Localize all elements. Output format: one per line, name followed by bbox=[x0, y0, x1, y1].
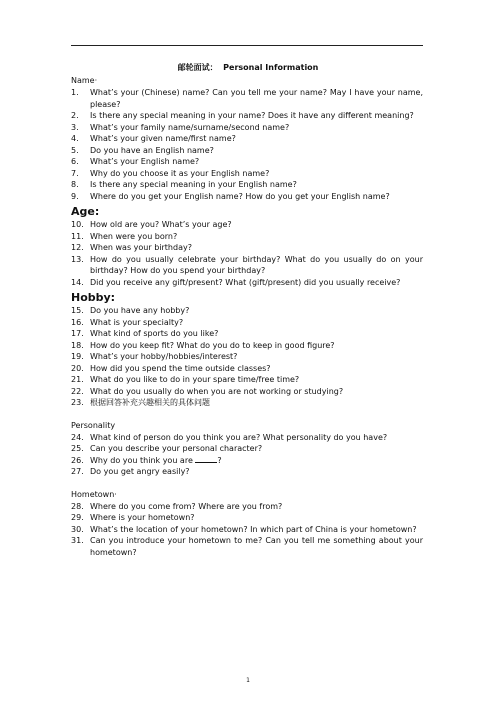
item-text: What’s your family name/surname/second name? bbox=[90, 122, 290, 132]
item-number: 1. bbox=[71, 88, 79, 97]
item-text: 根据回答补充兴趣相关的具体问题 bbox=[90, 398, 210, 407]
list-item bbox=[71, 122, 423, 134]
item-number: 16. bbox=[71, 317, 84, 327]
item-number: 24. bbox=[71, 432, 84, 442]
item-text: How do you usually celebrate your birthday? What do you usually do on your birthday? How do you spend your birthday? bbox=[90, 254, 423, 275]
page-number: 1 bbox=[246, 677, 250, 684]
list-item bbox=[71, 305, 423, 317]
list-item bbox=[71, 524, 423, 536]
fill-in-blank-line bbox=[195, 455, 217, 463]
item-text: Is there any special meaning in your English name? bbox=[90, 180, 297, 189]
item-number: 15. bbox=[71, 306, 84, 315]
list-item bbox=[71, 219, 423, 231]
item-number: 20. bbox=[71, 363, 84, 373]
section-heading: Personality bbox=[71, 420, 116, 430]
list-item bbox=[71, 277, 423, 289]
section-heading: Hometown· bbox=[71, 489, 117, 499]
item-number: 8. bbox=[71, 180, 79, 189]
item-number: 7. bbox=[71, 168, 79, 178]
list-item bbox=[71, 340, 423, 352]
question-items bbox=[71, 219, 423, 288]
item-text: What is your specialty? bbox=[90, 317, 184, 327]
section-heading: Age: bbox=[71, 205, 100, 218]
list-item bbox=[71, 242, 423, 254]
list-item bbox=[71, 432, 423, 444]
header-rule bbox=[71, 45, 423, 46]
item-number: 6. bbox=[71, 157, 79, 166]
item-text: How old are you? What’s your age? bbox=[90, 220, 232, 229]
list-item bbox=[71, 512, 423, 524]
item-number: 17. bbox=[71, 329, 84, 338]
section-gap bbox=[71, 409, 423, 419]
list-item bbox=[71, 231, 423, 243]
item-text: What kind of person do you think you are? What personality do you have? bbox=[90, 432, 388, 442]
item-text: How do you keep fit? What do you do to keep in good figure? bbox=[90, 340, 335, 350]
item-number: 4. bbox=[71, 134, 79, 143]
question-items bbox=[71, 501, 423, 559]
item-text: Where do you come from? Where are you from? bbox=[90, 501, 283, 511]
list-item bbox=[71, 110, 423, 122]
item-number: 23. bbox=[71, 398, 84, 407]
question-items bbox=[71, 432, 423, 478]
list-item bbox=[71, 191, 423, 203]
item-text bbox=[90, 455, 423, 467]
section-heading: Hobby: bbox=[71, 291, 116, 304]
item-text: Can you introduce your hometown to me? Can you tell me something about your hometown? bbox=[90, 536, 423, 557]
list-item bbox=[71, 374, 423, 386]
item-number: 21. bbox=[71, 375, 84, 384]
list-item bbox=[71, 179, 423, 191]
item-text: Do you have an English name? bbox=[90, 145, 214, 155]
section-hobby bbox=[71, 290, 423, 409]
question-items bbox=[71, 87, 423, 202]
item-text: What’s your given name/first name? bbox=[90, 134, 236, 143]
item-number: 13. bbox=[71, 254, 84, 264]
item-number: 26. bbox=[71, 455, 84, 465]
item-number: 31. bbox=[71, 536, 84, 545]
item-text: Where is your hometown? bbox=[90, 513, 195, 522]
list-item bbox=[71, 156, 423, 168]
item-number: 11. bbox=[71, 231, 84, 241]
item-number: 27. bbox=[71, 467, 84, 476]
list-item bbox=[71, 535, 423, 558]
item-number: 29. bbox=[71, 513, 84, 522]
item-text: What’s your (Chinese) name? Can you tell me your name? May I have your name, please? bbox=[90, 88, 423, 109]
item-number: 9. bbox=[71, 191, 79, 201]
item-number: 14. bbox=[71, 277, 84, 287]
item-number: 28. bbox=[71, 501, 84, 511]
list-item bbox=[71, 351, 423, 363]
section-personality bbox=[71, 409, 423, 478]
list-item bbox=[71, 455, 423, 467]
item-text: Did you receive any gift/present? What (gift/present) did you usually receive? bbox=[90, 277, 401, 287]
list-item bbox=[71, 87, 423, 110]
item-number: 12. bbox=[71, 243, 84, 252]
item-text: What’s the location of your hometown? In which part of China is your hometown? bbox=[90, 524, 417, 534]
item-text: Where do you get your English name? How do you get your English name? bbox=[90, 191, 390, 201]
section-name bbox=[71, 74, 423, 202]
list-item bbox=[71, 145, 423, 157]
item-text: Do you have any hobby? bbox=[90, 306, 190, 315]
item-number: 10. bbox=[71, 220, 84, 229]
question-items bbox=[71, 305, 423, 409]
section-gap bbox=[71, 478, 423, 488]
item-text: What do you like to do in your spare time/free time? bbox=[90, 375, 300, 384]
section-heading: Name· bbox=[71, 76, 98, 85]
list-item bbox=[71, 133, 423, 145]
item-number: 3. bbox=[71, 122, 79, 132]
item-number: 22. bbox=[71, 386, 84, 396]
question-list bbox=[71, 74, 423, 558]
item-text: Why do you choose it as your English name? bbox=[90, 168, 270, 178]
list-item bbox=[71, 168, 423, 180]
item-text: What’s your hobby/hobbies/interest? bbox=[90, 352, 238, 361]
item-text: What do you usually do when you are not working or studying? bbox=[90, 386, 344, 396]
item-text: Can you describe your personal character? bbox=[90, 444, 263, 453]
list-item bbox=[71, 386, 423, 398]
item-text: What’s your English name? bbox=[90, 157, 200, 166]
list-item bbox=[71, 363, 423, 375]
section-age bbox=[71, 204, 423, 288]
item-text-after-blank: ? bbox=[217, 455, 222, 465]
list-item bbox=[71, 466, 423, 478]
item-number: 19. bbox=[71, 352, 84, 361]
list-item bbox=[71, 443, 423, 455]
item-number: 5. bbox=[71, 145, 79, 155]
list-item bbox=[71, 254, 423, 277]
list-item bbox=[71, 328, 423, 340]
item-number: 25. bbox=[71, 444, 84, 453]
item-text: When were you born? bbox=[90, 231, 178, 241]
list-item bbox=[71, 317, 423, 329]
item-text: Do you get angry easily? bbox=[90, 467, 190, 476]
item-number: 18. bbox=[71, 340, 84, 350]
page-title: 邮轮面试： Personal Information bbox=[177, 63, 319, 72]
item-text: How did you spend the time outside classes? bbox=[90, 363, 271, 373]
item-text: Is there any special meaning in your name? Does it have any different meaning? bbox=[90, 111, 414, 120]
item-text: What kind of sports do you like? bbox=[90, 329, 219, 338]
item-number: 2. bbox=[71, 111, 79, 120]
item-number: 30. bbox=[71, 524, 84, 534]
section-hometown bbox=[71, 478, 423, 559]
item-text-before-blank: Why do you think you are bbox=[90, 455, 196, 465]
list-item bbox=[71, 397, 423, 409]
list-item bbox=[71, 501, 423, 513]
item-text: When was your birthday? bbox=[90, 243, 192, 252]
